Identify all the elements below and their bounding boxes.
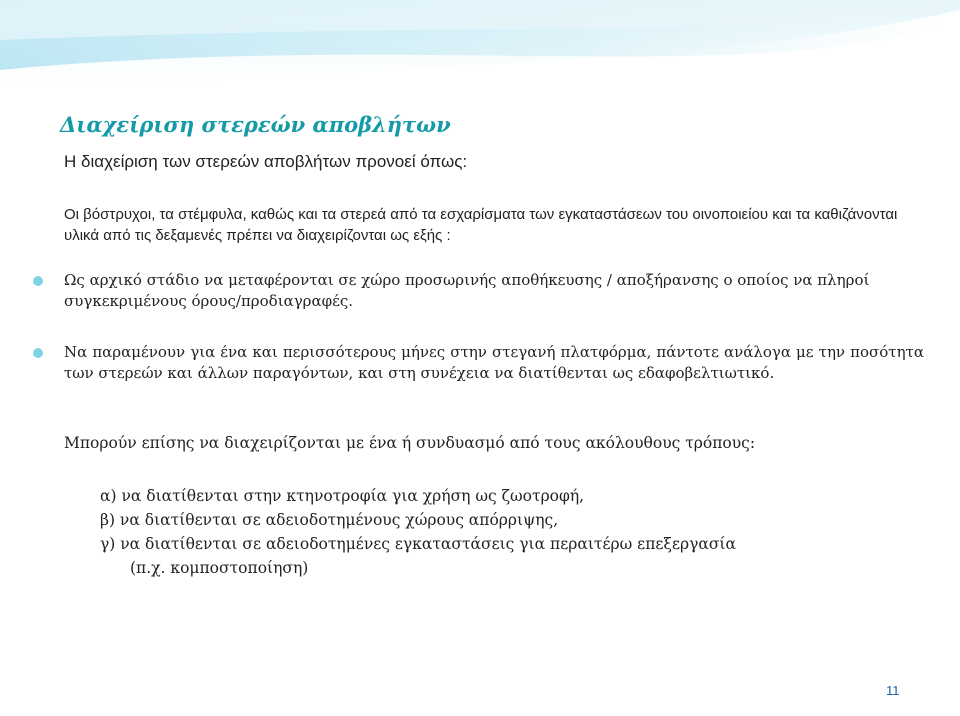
page-number: 11 — [886, 683, 900, 698]
bullet-item: Ως αρχικό στάδιο να μεταφέρονται σε χώρο προσωρινής αποθήκευσης / αποξήρανσης ο οποίος να πληροί συγκεκριμένους όρους/προδιαγραφές. — [64, 271, 870, 310]
waste-handling-paragraph: Οι βόστρυχοι, τα στέμφυλα, καθώς και τα στερεά από τα εσχαρίσματα των εγκαταστάσεων του οινοποιείου και τα καθιζάνονται υλικά από τις δεξαμενές πρέπει να διαχειρίζονται ως εξής : — [64, 206, 898, 244]
top-wave-decoration — [0, 0, 960, 120]
options-list — [100, 484, 900, 580]
slide-title: Διαχείριση στερεών αποβλήτων — [60, 112, 451, 137]
alternative-methods-paragraph: Μπορούν επίσης να διαχειρίζονται με ένα ή συνδυασμό από τους ακόλουθους τρόπους: — [64, 434, 756, 452]
option-item-continuation: (π.χ. κομποστοποίηση) — [130, 559, 309, 577]
intro-text: Η διαχείριση των στερεών αποβλήτων προνοεί όπως: — [64, 152, 468, 171]
option-item: α) να διατίθενται στην κτηνοτροφία για χρήση ως ζωοτροφή, — [100, 487, 585, 505]
option-item: β) να διατίθενται σε αδειοδοτημένους χώρους απόρριψης, — [100, 511, 559, 529]
bullet-dot-icon — [33, 276, 43, 286]
bullet-dot-icon — [33, 348, 43, 358]
option-item: γ) να διατίθενται σε αδειοδοτημένες εγκαταστάσεις για περαιτέρω επεξεργασία — [100, 535, 736, 553]
bullet-item: Να παραμένουν για ένα και περισσότερους μήνες στην στεγανή πλατφόρμα, πάντοτε ανάλογα με την ποσότητα των στερεών και άλλων παραγόντων, και στη συνέχεια να διατίθενται ως εδαφοβελτιωτικό. — [64, 343, 924, 382]
